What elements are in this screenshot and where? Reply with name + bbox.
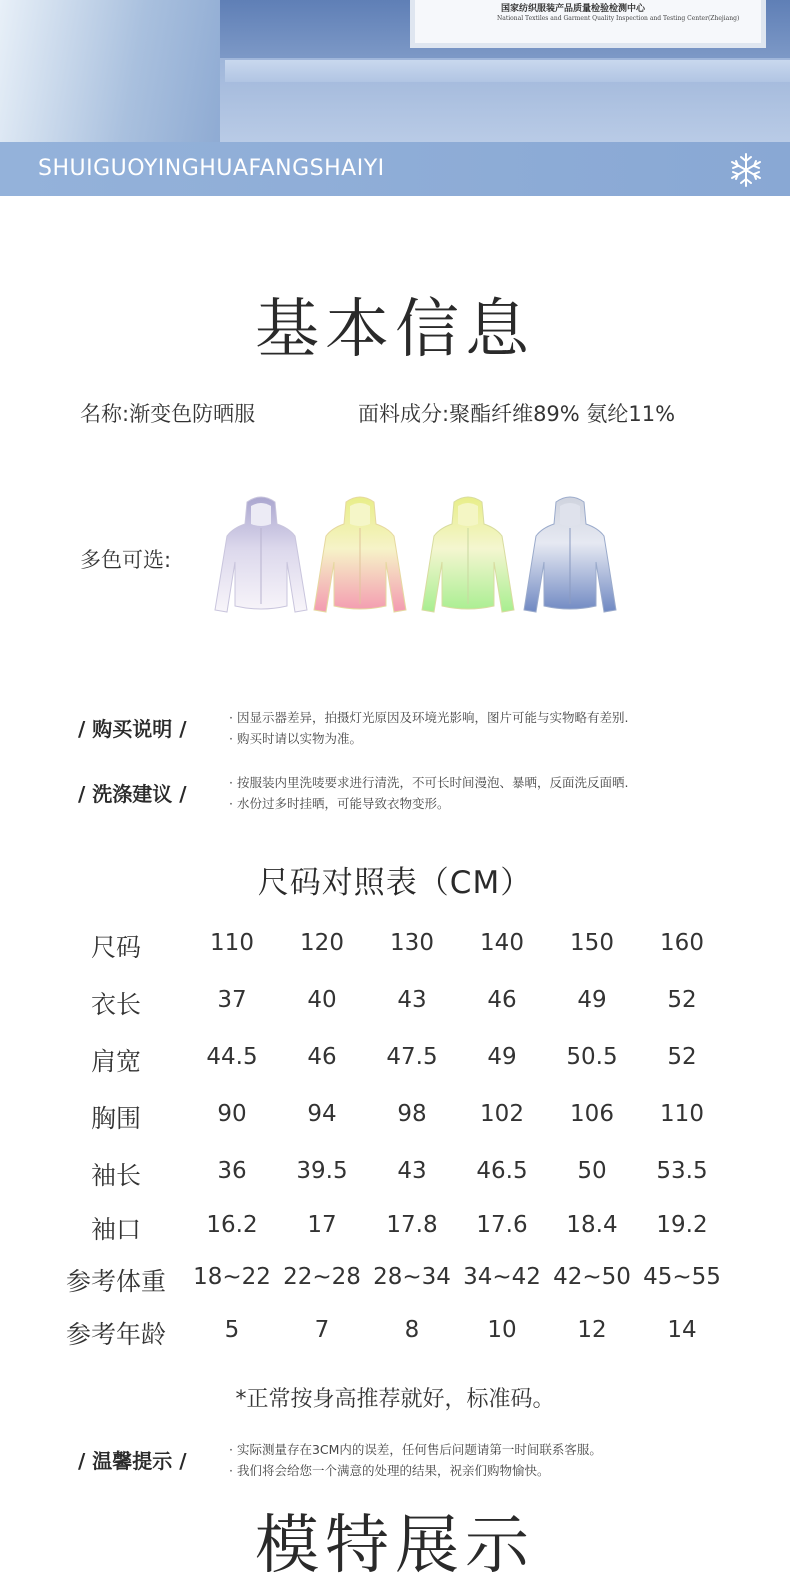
jacket-thumbnail-yellow-green[interactable]: [420, 492, 516, 620]
washing-note-line: · 水份过多时挂晒，可能导致衣物变形。: [229, 796, 450, 811]
size-cell: 50: [577, 1158, 607, 1184]
size-cell: 37: [217, 987, 247, 1013]
size-cell: 43: [397, 1158, 427, 1184]
size-cell: 28~34: [373, 1264, 451, 1290]
size-row-label: 尺码: [90, 933, 141, 962]
size-cell: 130: [390, 930, 434, 956]
size-row-label: 参考体重: [65, 1267, 166, 1296]
banner-strip-text: SHUIGUOYINGHUAFANGSHAIYI: [38, 156, 385, 181]
size-cell: 39.5: [296, 1158, 348, 1184]
size-cell: 94: [307, 1101, 337, 1127]
size-row-label: 袖长: [90, 1161, 141, 1190]
banner-backdrop-left: [0, 0, 220, 142]
size-cell: 16.2: [206, 1212, 258, 1238]
size-row-label: 衣长: [90, 990, 141, 1019]
size-cell: 49: [577, 987, 607, 1013]
size-row-label: 胸围: [90, 1104, 141, 1133]
size-cell: 46: [307, 1044, 337, 1070]
purchase-note-line: · 因显示器差异，拍摄灯光原因及环境光影响，图片可能与实物略有差别.: [229, 710, 629, 725]
size-cell: 44.5: [206, 1044, 258, 1070]
size-cell: 43: [397, 987, 427, 1013]
tips-line: · 实际测量存在3CM内的误差，任何售后问题请第一时间联系客服。: [229, 1442, 602, 1457]
certificate-plaque: [410, 0, 766, 48]
size-cell: 7: [314, 1317, 330, 1343]
jacket-thumbnail-yellow-pink[interactable]: [312, 492, 408, 620]
size-row-label: 肩宽: [90, 1047, 141, 1076]
size-cell: 10: [487, 1317, 517, 1343]
size-cell: 18.4: [566, 1212, 618, 1238]
size-chart-title: 尺码对照表（CM）: [257, 865, 533, 901]
size-cell: 14: [667, 1317, 697, 1343]
snowflake-icon: [728, 152, 764, 188]
size-cell: 22~28: [283, 1264, 361, 1290]
size-cell: 34~42: [463, 1264, 541, 1290]
jacket-thumbnail-purple[interactable]: [213, 492, 309, 620]
jacket-thumbnail-blue[interactable]: [522, 492, 618, 620]
size-cell: 53.5: [656, 1158, 708, 1184]
size-cell: 42~50: [553, 1264, 631, 1290]
purchase-notes-text: [229, 707, 628, 749]
size-cell: 160: [660, 930, 704, 956]
size-cell: 110: [210, 930, 254, 956]
size-cell: 17.6: [476, 1212, 528, 1238]
section-title-model-showcase: 模特展示: [255, 1509, 535, 1583]
size-cell: 19.2: [656, 1212, 708, 1238]
size-cell: 5: [224, 1317, 240, 1343]
size-cell: 150: [570, 930, 614, 956]
size-cell: 52: [667, 1044, 697, 1070]
purchase-note-line: · 购买时请以实物为准。: [229, 731, 362, 746]
size-cell: 120: [300, 930, 344, 956]
tips-line: · 我们将会给您一个满意的处理的结果，祝亲们购物愉快。: [229, 1463, 550, 1478]
size-cell: 46: [487, 987, 517, 1013]
size-row-label: 袖口: [90, 1215, 141, 1244]
size-cell: 140: [480, 930, 524, 956]
size-cell: 106: [570, 1101, 614, 1127]
top-banner: [0, 0, 790, 196]
size-cell: 102: [480, 1101, 524, 1127]
size-cell: 52: [667, 987, 697, 1013]
size-cell: 90: [217, 1101, 247, 1127]
certificate-title: 国家纺织服装产品质量检验检测中心: [501, 4, 646, 14]
tips-heading: / 温馨提示 /: [78, 1449, 187, 1473]
size-chart-footnote: *正常按身高推荐就好，标准码。: [235, 1387, 555, 1412]
washing-notes-text: [229, 772, 628, 814]
size-cell: 49: [487, 1044, 517, 1070]
banner-shelf-edge: [225, 60, 790, 82]
fabric-composition: 面料成分:聚酯纤维89% 氨纶11%: [358, 402, 676, 426]
size-cell: 18~22: [193, 1264, 271, 1290]
size-cell: 17.8: [386, 1212, 438, 1238]
size-row-label: 参考年龄: [65, 1320, 166, 1349]
size-cell: 36: [217, 1158, 247, 1184]
size-cell: 17: [307, 1212, 337, 1238]
size-cell: 98: [397, 1101, 427, 1127]
size-cell: 40: [307, 987, 337, 1013]
size-cell: 110: [660, 1101, 704, 1127]
purchase-notes-heading: / 购买说明 /: [78, 717, 187, 741]
size-cell: 46.5: [476, 1158, 528, 1184]
size-cell: 50.5: [566, 1044, 618, 1070]
size-cell: 47.5: [386, 1044, 438, 1070]
size-cell: 12: [577, 1317, 607, 1343]
color-options-label: 多色可选:: [80, 548, 172, 572]
size-cell: 45~55: [643, 1264, 721, 1290]
size-cell: 8: [404, 1317, 420, 1343]
tips-text: [229, 1439, 602, 1481]
section-title-basic-info: 基本信息: [255, 293, 535, 367]
washing-note-line: · 按服装内里洗唛要求进行清洗，不可长时间漫泡、暴晒，反面洗反面晒.: [229, 775, 629, 790]
certificate-subtitle: National Textiles and Garment Quality Inspection and Testing Center(Zhejiang): [497, 15, 740, 22]
washing-notes-heading: / 洗涤建议 /: [78, 782, 187, 806]
product-name: 名称:渐变色防晒服: [80, 402, 256, 426]
